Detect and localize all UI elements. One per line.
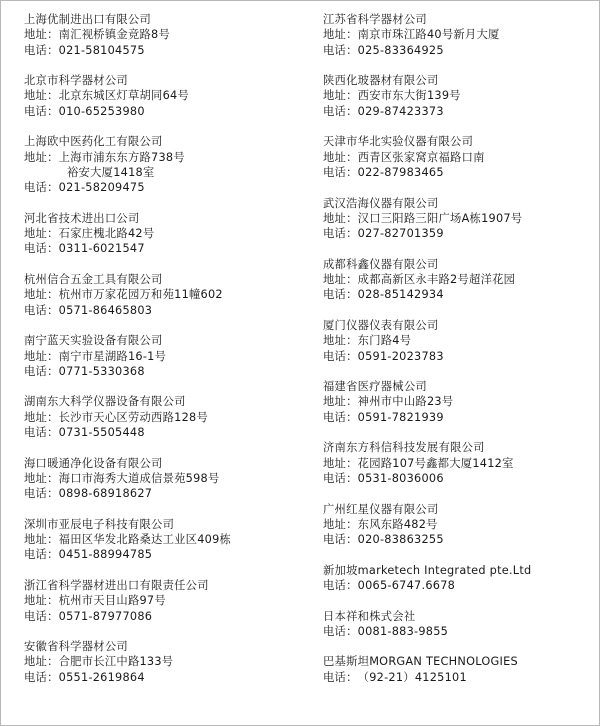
- phone-value: 0551-2619864: [58, 670, 145, 684]
- right-column: [323, 12, 600, 700]
- phone-label: 电话：: [323, 227, 358, 241]
- company-entry: [24, 517, 309, 578]
- phone-value: 0571-86465803: [58, 303, 153, 317]
- company-entry: [323, 318, 600, 379]
- phone-line: [24, 43, 309, 58]
- phone-line: [323, 104, 600, 119]
- address-label: 地址：: [323, 89, 358, 103]
- address-label: 地址：: [323, 456, 358, 470]
- address-label: 地址：: [24, 28, 59, 42]
- address-line: [24, 88, 309, 103]
- company-name: 杭州信合五金工具有限公司: [24, 273, 163, 287]
- address-label: 地址：: [323, 28, 358, 42]
- phone-label: 电话：: [24, 670, 59, 684]
- phone-line: [323, 410, 600, 425]
- company-entry: [323, 379, 600, 440]
- phone-label: 电话：: [24, 303, 59, 317]
- address-value: 福田区华发北路桑达工业区409栋: [58, 533, 232, 547]
- phone-line: [24, 425, 309, 440]
- phone-label: 电话：: [323, 533, 358, 547]
- phone-line: [323, 624, 600, 639]
- company-entry: [24, 639, 309, 700]
- address-value: 东门路4号: [357, 334, 412, 348]
- company-name: 广州红星仪器有限公司: [323, 502, 439, 516]
- phone-line: [323, 471, 600, 486]
- company-name: 巴基斯坦MORGAN TECHNOLOGIES: [323, 655, 518, 669]
- company-name: 深圳市亚辰电子科技有限公司: [24, 517, 175, 531]
- company-entry: [24, 456, 309, 517]
- phone-value: 027-82701359: [357, 227, 444, 241]
- address-line: [323, 211, 600, 226]
- phone-value: 0311-6021547: [58, 242, 145, 256]
- phone-label: 电话：: [323, 471, 358, 485]
- address-label: 地址：: [24, 410, 59, 424]
- address-line: [323, 88, 600, 103]
- phone-line: [24, 547, 309, 562]
- phone-label: 电话：: [323, 670, 358, 684]
- company-entry: [323, 73, 600, 134]
- phone-value: 010-65253980: [58, 104, 145, 118]
- phone-label: 电话：: [323, 624, 358, 638]
- phone-label: 电话：: [24, 609, 59, 623]
- phone-value: 021-58104575: [58, 43, 145, 57]
- phone-line: [24, 670, 309, 685]
- phone-label: 电话：: [24, 242, 59, 256]
- address-line: [24, 654, 309, 669]
- address-label: 地址：: [323, 395, 358, 409]
- phone-line: [323, 287, 600, 302]
- phone-value: 022-87983465: [357, 165, 444, 179]
- company-entry: [323, 257, 600, 318]
- company-name: 天津市华北实验仪器有限公司: [323, 135, 474, 149]
- company-entry: [323, 609, 600, 655]
- company-name: 浙江省科学器材进出口有限责任公司: [24, 579, 209, 592]
- address-label: 地址：: [323, 273, 358, 287]
- address-value: 南汇视桥镇金竞路8号: [58, 28, 171, 42]
- company-name: 江苏省科学器材公司: [323, 13, 427, 26]
- address-value: 上海市浦东东方路738号: [58, 150, 185, 164]
- address-value: 西安市东大街139号: [357, 89, 461, 103]
- phone-value: 029-87423373: [357, 104, 444, 118]
- address-line-2: 裕安大厦1418室: [67, 165, 155, 179]
- phone-label: 电话：: [323, 165, 358, 179]
- address-value: 长沙市天心区劳动西路128号: [58, 410, 208, 424]
- address-value: 南宁市星湖路16-1号: [58, 349, 167, 363]
- phone-line: [24, 180, 309, 195]
- company-name: 武汉浩海仪器有限公司: [323, 196, 439, 210]
- company-entry: [323, 12, 600, 73]
- address-label: 地址：: [24, 594, 59, 608]
- address-line: [24, 349, 309, 364]
- address-value: 汉口三阳路三阳广场A栋1907号: [357, 211, 523, 225]
- phone-label: 电话：: [323, 410, 358, 424]
- phone-line: [323, 43, 600, 58]
- address-value: 杭州市天目山路97号: [58, 594, 166, 608]
- address-value: 西青区张家窝京福路口南: [357, 150, 485, 164]
- company-entry: [323, 134, 600, 195]
- phone-label: 电话：: [24, 104, 59, 118]
- address-value: 东风东路482号: [357, 517, 438, 531]
- address-value: 南京市珠江路40号新月大厦: [357, 28, 500, 42]
- phone-line: [24, 241, 309, 256]
- address-value: 成都高新区永丰路2号超洋花园: [357, 273, 516, 287]
- address-line: [24, 27, 309, 42]
- company-entry: [323, 440, 600, 501]
- phone-label: 电话：: [323, 104, 358, 118]
- company-name: 上海欧中医药化工有限公司: [24, 135, 163, 149]
- company-entry: [323, 654, 600, 700]
- phone-label: 电话：: [323, 349, 358, 363]
- company-name: 北京市科学器材公司: [24, 74, 128, 88]
- company-entry: [24, 272, 309, 333]
- left-column: [24, 12, 309, 700]
- phone-line: [323, 578, 600, 593]
- company-entry: [323, 563, 600, 609]
- phone-value: 0591-2023783: [357, 349, 444, 363]
- address-line: [323, 272, 600, 287]
- phone-value: 0591-7821939: [357, 410, 444, 424]
- address-value: 神州市中山路23号: [357, 395, 454, 409]
- phone-value: 0731-5505448: [58, 426, 145, 440]
- phone-label: 电话：: [24, 548, 59, 562]
- phone-line: [24, 364, 309, 379]
- address-label: 地址：: [323, 150, 358, 164]
- company-name: 陕西化玻器材有限公司: [323, 74, 439, 88]
- address-label: 地址：: [323, 517, 358, 531]
- phone-value: 0771-5330368: [58, 364, 145, 378]
- address-value: 杭州市万家花园万和苑11幢602: [58, 288, 223, 302]
- phone-value: 0451-88994785: [58, 548, 153, 562]
- address-value: 合肥市长江中路133号: [58, 655, 174, 669]
- company-entry: [24, 73, 309, 134]
- company-name: 湖南东大科学仪器设备有限公司: [24, 395, 186, 409]
- phone-label: 电话：: [24, 43, 59, 57]
- address-line: [323, 333, 600, 348]
- company-name: 济南东方科信科技发展有限公司: [323, 441, 485, 455]
- address-line: [24, 287, 309, 302]
- phone-label: 电话：: [24, 364, 59, 378]
- address-label: 地址：: [24, 655, 59, 669]
- phone-label: 电话：: [24, 487, 59, 501]
- company-entry: [24, 134, 309, 211]
- phone-label: 电话：: [24, 181, 59, 195]
- address-line: [24, 150, 309, 165]
- phone-line: [24, 609, 309, 624]
- address-label: 地址：: [24, 89, 59, 103]
- company-name: 海口暖通净化设备有限公司: [24, 456, 163, 470]
- address-label: 地址：: [24, 471, 59, 485]
- phone-value: 025-83364925: [357, 43, 444, 57]
- address-line: [323, 517, 600, 532]
- phone-line: [24, 303, 309, 318]
- phone-value: 0571-87977086: [58, 609, 153, 623]
- address-line: [24, 532, 309, 547]
- phone-label: 电话：: [323, 288, 358, 302]
- company-entry: [24, 12, 309, 73]
- address-label: 地址：: [323, 334, 358, 348]
- company-entry: [323, 196, 600, 257]
- phone-line: [323, 165, 600, 180]
- address-label: 地址：: [24, 227, 59, 241]
- phone-line: [323, 670, 600, 685]
- company-entry: [24, 394, 309, 455]
- company-name: 新加坡marketech Integrated pte.Ltd: [323, 563, 532, 577]
- company-name: 河北省技术进出口公司: [24, 211, 140, 225]
- address-value: 海口市海秀大道成信景苑598号: [58, 471, 220, 485]
- company-name: 安徽省科学器材公司: [24, 640, 128, 654]
- company-entry: [24, 333, 309, 394]
- phone-value: 0081-883-9855: [357, 624, 449, 638]
- address-line: [323, 150, 600, 165]
- phone-label: 电话：: [24, 426, 59, 440]
- address-value: 石家庄槐北路42号: [58, 227, 155, 241]
- address-line: [24, 593, 309, 608]
- address-line: [24, 226, 309, 241]
- phone-label: 电话：: [323, 578, 358, 592]
- phone-line: [24, 486, 309, 501]
- company-entry: [24, 578, 309, 639]
- company-name: 成都科鑫仪器有限公司: [323, 257, 439, 271]
- company-entry: [24, 211, 309, 272]
- company-name: 厦门仪器仪表有限公司: [323, 318, 439, 332]
- phone-value: 020-83863255: [357, 533, 444, 547]
- company-name: 南宁蓝天实验设备有限公司: [24, 334, 163, 348]
- company-name: 福建省医疗器械公司: [323, 380, 427, 394]
- address-value: 北京东城区灯草胡同64号: [58, 89, 190, 103]
- company-name: 上海优制进出口有限公司: [24, 13, 152, 26]
- address-line: [24, 410, 309, 425]
- address-label: 地址：: [24, 288, 59, 302]
- address-label: 地址：: [323, 211, 358, 225]
- phone-line: [323, 349, 600, 364]
- address-value: 花园路107号鑫都大厦1412室: [357, 456, 514, 470]
- phone-value: 0065-6747.6678: [357, 578, 456, 592]
- phone-value: （92-21）4125101: [357, 670, 467, 684]
- company-name: 日本祥和株式会社: [323, 609, 416, 623]
- phone-value: 028-85142934: [357, 288, 444, 302]
- phone-value: 021-58209475: [58, 181, 145, 195]
- address-line: [323, 394, 600, 409]
- phone-value: 0531-8036006: [357, 471, 444, 485]
- phone-label: 电话：: [323, 43, 358, 57]
- address-line: [24, 471, 309, 486]
- address-line: [323, 456, 600, 471]
- company-entry: [323, 502, 600, 563]
- address-label: 地址：: [24, 533, 59, 547]
- phone-value: 0898-68918627: [58, 487, 153, 501]
- address-label: 地址：: [24, 349, 59, 363]
- address-label: 地址：: [24, 150, 59, 164]
- phone-line: [24, 104, 309, 119]
- phone-line: [323, 226, 600, 241]
- address-line: [323, 27, 600, 42]
- phone-line: [323, 532, 600, 547]
